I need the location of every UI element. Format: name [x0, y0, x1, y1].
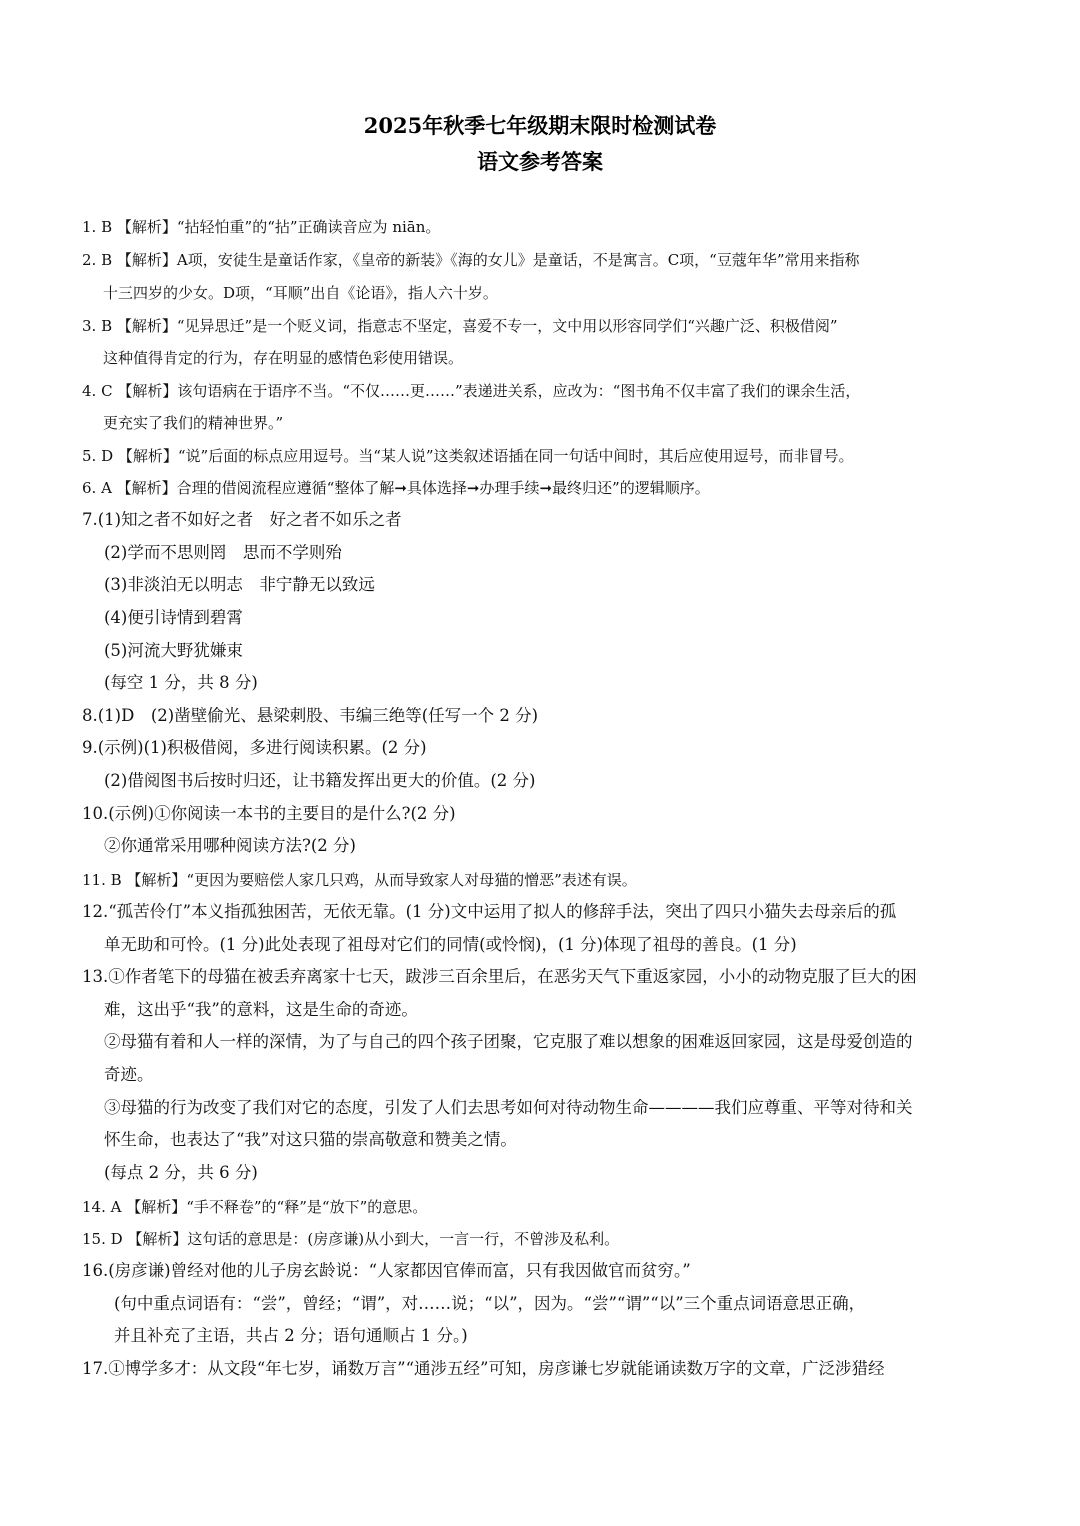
answer-line: ②母猫有着和人一样的深情，为了与自己的四个孩子团聚，它克服了难以想象的困难返回家园，这是母爱创造的 [104, 1032, 913, 1051]
answer-line: 3. B 【解析】“见异思迁”是一个贬义词，指意志不坚定，喜爱不专一，文中用以形容同学们“兴趣广泛、积极借阅” [82, 317, 838, 335]
answer-line: 怀生命，也表达了“我”对这只猫的崇高敬意和赞美之情。 [104, 1130, 517, 1149]
answer-line: 2. B 【解析】A项，安徒生是童话作家，《皇帝的新装》《海的女儿》是童话，不是寓言。C项，“豆蔻年华”常用来指称 [82, 251, 860, 269]
page-subtitle: 语文参考答案 [477, 149, 603, 174]
answer-line: 4. C 【解析】该句语病在于语序不当。“不仅……更……”表递进关系，应改为：“图书角不仅丰富了我们的课余生活， [82, 382, 861, 400]
answer-line: (每点 2 分，共 6 分) [104, 1163, 258, 1182]
answer-line: 6. A 【解析】合理的借阅流程应遵循“整体了解➞具体选择➞办理手续➞最终归还”的逻辑顺序。 [82, 479, 710, 497]
answer-line: (3)非淡泊无以明志 非宁静无以致远 [104, 575, 375, 594]
answer-line: 更充实了我们的精神世界。” [103, 414, 284, 432]
answer-line: 1. B 【解析】“拈轻怕重”的“拈”正确读音应为 niān。 [82, 218, 441, 236]
answer-line: 10.(示例)①你阅读一本书的主要目的是什么?(2 分) [82, 804, 456, 823]
answer-line: (句中重点词语有：“尝”，曾经；“谓”，对……说；“以”，因为。“尝”“谓”“以”三个重点词语意思正确， [114, 1294, 866, 1313]
answer-line: 这种值得肯定的行为，存在明显的感情色彩使用错误。 [103, 349, 464, 367]
answer-line: 9.(示例)(1)积极借阅，多进行阅读积累。(2 分) [82, 738, 427, 757]
answer-line: 17.①博学多才：从文段“年七岁，诵数万言”“通涉五经”可知，房彦谦七岁就能诵读数万字的文章，广泛涉猎经 [82, 1359, 885, 1378]
answer-line: ②你通常采用哪种阅读方法?(2 分) [104, 836, 356, 855]
answer-line: 难，这出乎“我”的意料，这是生命的奇迹。 [104, 1000, 418, 1019]
answer-line: (4)便引诗情到碧霄 [104, 608, 243, 627]
answer-line: 7.(1)知之者不如好之者 好之者不如乐之者 [82, 510, 402, 529]
answer-line: 8.(1)D (2)凿壁偷光、悬梁刺股、韦编三绝等(任写一个 2 分) [82, 706, 539, 725]
answer-line: 14. A 【解析】“手不释卷”的“释”是“放下”的意思。 [82, 1198, 428, 1216]
answer-line: 15. D 【解析】这句话的意思是：(房彦谦)从小到大，一言一行，不曾涉及私利。 [82, 1230, 620, 1248]
answer-line: (2)借阅图书后按时归还，让书籍发挥出更大的价值。(2 分) [104, 771, 536, 790]
answer-line: (每空 1 分，共 8 分) [104, 673, 258, 692]
answer-line: 单无助和可怜。(1 分)此处表现了祖母对它们的同情(或怜悯)，(1 分)体现了祖母的善良。(1 分) [104, 935, 797, 954]
answer-line: (2)学而不思则罔 思而不学则殆 [104, 543, 342, 562]
answer-line: 并且补充了主语，共占 2 分；语句通顺占 1 分。) [114, 1326, 468, 1345]
answer-line: 5. D 【解析】“说”后面的标点应用逗号。当“某人说”这类叙述语插在同一句话中间时，其后应使用逗号，而非冒号。 [82, 447, 854, 465]
page-title: 2025年秋季七年级期末限时检测试卷 [363, 113, 717, 138]
answer-line: 13.①作者笔下的母猫在被丢弃离家十七天，跋涉三百余里后，在恶劣天气下重返家园，小小的动物克服了巨大的困 [82, 967, 917, 986]
answer-line: 11. B 【解析】“更因为要赔偿人家几只鸡，从而导致家人对母猫的憎恶”表述有误。 [82, 871, 637, 889]
answer-line: 十三四岁的少女。D项，“耳顺”出自《论语》，指人六十岁。 [103, 284, 498, 302]
answer-line: (5)河流大野犹嫌束 [104, 641, 243, 660]
answer-line: 12.“孤苦伶仃”本义指孤独困苦，无依无靠。(1 分)文中运用了拟人的修辞手法，突出了四只小猫失去母亲后的孤 [82, 902, 897, 921]
answer-line: 奇迹。 [104, 1065, 154, 1084]
answer-line: 16.(房彦谦)曾经对他的儿子房玄龄说：“人家都因官俸而富，只有我因做官而贫穷。” [82, 1261, 691, 1280]
answer-line: ③母猫的行为改变了我们对它的态度，引发了人们去思考如何对待动物生命————我们应尊重、平等对待和关 [104, 1098, 913, 1117]
